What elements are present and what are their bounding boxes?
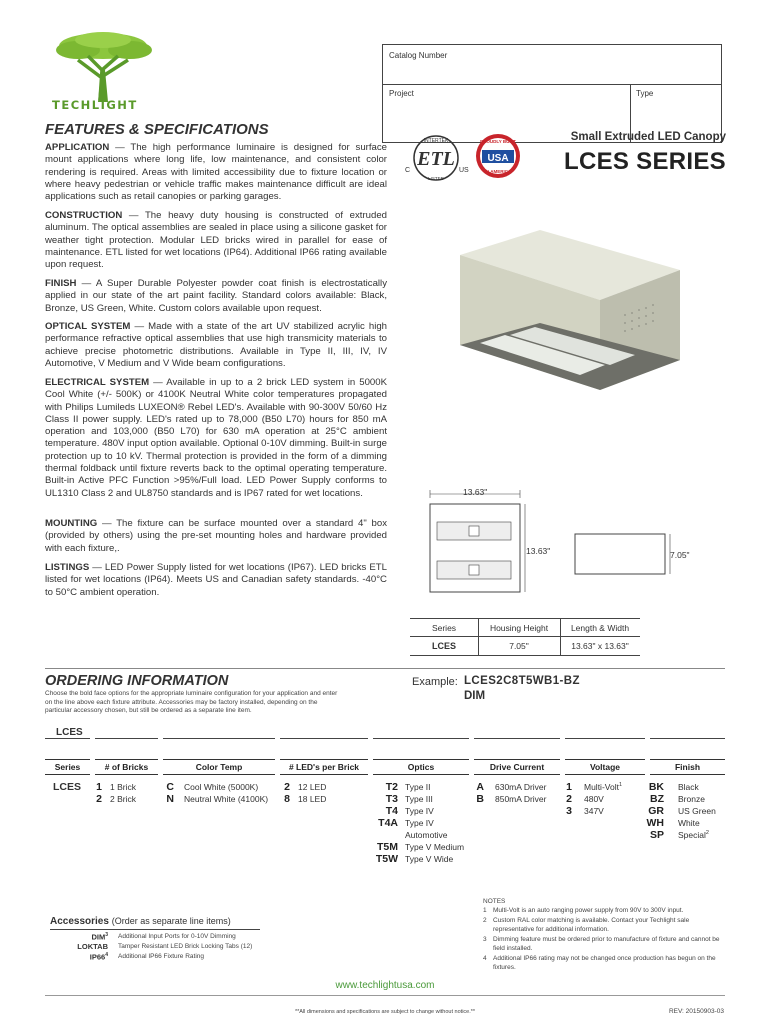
option-desc: White (678, 818, 700, 828)
option-desc: US Green (678, 806, 716, 816)
option-desc: Type IV (405, 806, 434, 816)
made-in-usa-icon (474, 130, 522, 182)
length-dimension: 13.63" (526, 546, 551, 556)
order-prefix: LCES (56, 727, 83, 738)
order-line (45, 738, 725, 746)
example-code: LCES2C8T5WB1-BZ (464, 675, 580, 687)
column-header-finish: Finish (650, 759, 725, 775)
option-desc: Type V Wide (405, 854, 454, 864)
section-divider (45, 668, 725, 669)
option-code: BZ (650, 793, 664, 805)
etl-listed-text: LISTED (428, 176, 444, 181)
bricks-blank[interactable] (95, 738, 158, 739)
paragraph-body: — A Super Durable Polyester powder coat finish is electrostatically applied in our state of the art paint facility. Standard colors available: Black, Bronze, US Green, White. Custom colors available upon request. (45, 278, 387, 314)
paragraph-heading: LISTINGS (45, 562, 90, 573)
catalog-number-label: Catalog Number (389, 51, 448, 60)
column-header-color: Color Temp (163, 759, 275, 775)
paragraph-body: — The heavy duty housing is constructed of extruded aluminum. The optical assemblies are sealed in place using a silicone gasket for weather tight protection. Modular LED bricks wired in parallel for ease of maintenance. ETL listed for wet locations (IP64). Additional IP66 rating available upon request. (45, 210, 387, 271)
project-label: Project (389, 89, 414, 98)
brand-logo (48, 30, 158, 105)
option-code: N (166, 793, 174, 805)
voltage-blank[interactable] (565, 738, 645, 739)
option-code: T5W (375, 853, 398, 865)
note-number: 4 (483, 955, 487, 962)
usa-bottom-text: IN AMERICA (484, 169, 512, 174)
etl-listed-icon (400, 132, 472, 184)
column-header-drive: Drive Current (474, 759, 560, 775)
revision: REV: 20150903-03 (668, 1008, 724, 1015)
option-desc (584, 782, 622, 792)
paragraph-body: — The fixture can be surface mounted over a standard 4" box (provided by others) using the pre-set mounting holes and hardware provided with each fixture,. (45, 518, 387, 554)
table-cell: 13.63" x 13.63" (571, 641, 629, 651)
etl-c-text: C (405, 167, 411, 174)
note-text: Custom RAL color matching is available. Contact your Techlight sale representative for additional information. (493, 917, 690, 933)
paragraph-body: — LED Power Supply listed for wet locations (IP67). LED bricks ETL listed for wet locations (IP64). Meets US and Canadian safety standards. -40°C to 50°C ambient operation. (45, 562, 387, 598)
table-header: Housing Height (489, 623, 549, 633)
option-desc (678, 830, 709, 840)
features-title: FEATURES & SPECIFICATIONS (45, 121, 269, 138)
option-code: C (166, 781, 174, 793)
mounting-paragraph (45, 518, 387, 555)
table-cell: LCES (431, 641, 456, 651)
option-code: GR (648, 805, 664, 817)
option-code: T2 (385, 781, 398, 793)
paragraph-body: — Made with a state of the art UV stabilized acrylic high performance refractive optical assemblies that use high transmicity materials to achieve precise photometric distributions. Available in Type II, III, IV, IV Automotive, V Medium and V Wide beam configurations. (45, 321, 388, 369)
notes-title: NOTES (483, 898, 506, 905)
example-label: Example: (412, 676, 458, 688)
option-desc: 480V (584, 794, 604, 804)
dimension-drawing (425, 486, 675, 601)
accessory-desc: Additional IP66 Fixture Rating (118, 953, 204, 960)
option-desc: 630mA Driver (495, 782, 547, 792)
paragraph-body: — The high performance luminaire is designed for surface mount applications where long life, low maintenance, and consistent color rendering is required. Areas with limited accessibility due to fixture location or where heavy pedestrian or vehicle traffic makes maintenance difficult are ideal applications such as retail canopies or parking garages. (45, 142, 387, 203)
column-header-optics: Optics (373, 759, 469, 775)
accessory-code: LOKTAB (77, 942, 108, 951)
product-title: LCES SERIES (563, 148, 726, 175)
note-text: Additional IP66 rating may not be changed once production has begun on the fixtures. (493, 955, 716, 971)
color-blank[interactable] (163, 738, 275, 739)
website-link[interactable]: www.techlightusa.com (335, 980, 435, 991)
option-desc-text: Special (678, 830, 706, 840)
option-code: 8 (284, 793, 290, 805)
option-desc: 850mA Driver (495, 794, 547, 804)
option-desc-text: Multi-Volt (584, 782, 619, 792)
listings-paragraph (45, 562, 387, 599)
height-dimension: 7.05" (670, 550, 690, 560)
option-code: 3 (566, 805, 572, 817)
accessories-title: Accessories (50, 916, 109, 927)
option-code: 1 (566, 781, 572, 793)
accessory-desc: Additional Input Ports for 0-10V Dimming (118, 933, 236, 940)
option-desc: 347V (584, 806, 604, 816)
etl-us-text: US (459, 167, 469, 174)
table-header: Length & Width (570, 623, 630, 633)
column-header-bricks: # of Bricks (95, 759, 158, 775)
paragraph-heading: OPTICAL SYSTEM (45, 321, 131, 332)
option-desc: 12 LED (298, 782, 327, 792)
table-header: Series (431, 623, 457, 633)
column-header-voltage: Voltage (565, 759, 645, 775)
option-code: T5M (377, 841, 398, 853)
accessories-subtitle: (Order as separate line items) (111, 916, 231, 926)
option-code: T4A (378, 817, 398, 829)
option-desc: 18 LED (298, 794, 327, 804)
application-paragraph (45, 142, 387, 203)
option-desc: Type V Medium (405, 842, 465, 852)
note-text: Dimming feature must be ordered prior to manufacture of fixture and cannot be field installed. (493, 936, 720, 952)
footnote-ref: 1 (618, 782, 623, 789)
brand-name: TECHLIGHT (52, 98, 138, 112)
option-code: T3 (385, 793, 398, 805)
accessory-code: $IP66^4$ (89, 952, 108, 962)
option-code: 1 (96, 781, 102, 793)
paragraph-heading: APPLICATION (45, 142, 110, 153)
series-code: LCES (53, 781, 82, 793)
construction-paragraph (45, 210, 387, 271)
footer-divider (45, 995, 725, 996)
leds-blank[interactable] (280, 738, 368, 739)
optics-blank[interactable] (373, 738, 469, 739)
note-text: Multi-Volt is an auto ranging power supply from 90V to 300V input. (493, 907, 684, 914)
accessory-desc: Tamper Resistant LED Brick Locking Tabs (12) (118, 943, 253, 950)
option-code: A (476, 781, 484, 793)
usa-top-text: PROUDLY BUILT (480, 139, 516, 144)
optical-paragraph (45, 321, 387, 370)
accessories-heading (50, 916, 231, 927)
option-desc: Black (678, 782, 699, 792)
note-number: 1 (483, 907, 487, 914)
option-code: SP (649, 829, 664, 841)
table-cell: 7.05" (509, 641, 529, 651)
type-label: Type (636, 89, 654, 98)
catalog-number-field[interactable] (383, 45, 721, 85)
option-desc: Neutral White (4100K) (184, 794, 269, 804)
width-dimension: 13.63" (463, 487, 488, 497)
paragraph-heading: FINISH (45, 278, 77, 289)
finish-paragraph (45, 278, 387, 315)
product-subtitle: Small Extruded LED Canopy (570, 131, 726, 143)
note-number: 3 (483, 936, 487, 943)
accessories-divider (50, 929, 260, 930)
column-header-leds: # LED's per Brick (280, 759, 368, 775)
ordering-title: ORDERING INFORMATION (45, 673, 229, 689)
option-desc: Type IV (405, 818, 434, 828)
paragraph-body: — Available in up to a 2 brick LED system in 5000K Cool White (+/- 500K) or 4100K Neutral White color temperatures propagated with Philips Lumileds LUXEON® Rebel LED's. Available with 90-300V 50/60 Hz Class II power supply. LED's rated up to 78,000 (B50 L70) hours for 850 mA operation and 103,000 (B50 L70) for 630 mA operation at 25°C ambient temperature. 480V input option available. Optional 0-10V dimming. Built-in surge protection up to 10 kV. Thermal protection is provided in the form of a dimming thermal foldback until fixture reverts back to the optimal operating temperature. Built-in Active PFC Function >95%/Full load. LED Power Supply conforms to UL1310 Class 2 and UL8750 standards and is IP67 rated for wet locations. (45, 377, 387, 499)
option-desc: Type II (405, 782, 431, 792)
paragraph-heading: CONSTRUCTION (45, 210, 123, 221)
option-desc: 2 Brick (110, 794, 136, 804)
option-code: WH (646, 817, 664, 829)
ordering-intro: Choose the bold face options for the appropriate luminaire configuration for your application and enter on the line above each fixture attribute. Accessories may be factory installed, depending on the particular accessory chosen, but still be ordered as a separate line item. (45, 690, 338, 714)
option-code: 2 (284, 781, 290, 793)
paragraph-heading: MOUNTING (45, 518, 98, 529)
option-code: B (476, 793, 484, 805)
electrical-paragraph (45, 377, 387, 500)
svg-text:ETL: ETL (417, 148, 455, 170)
etl-intertek-text: INTERTEK (423, 138, 449, 144)
footnote-ref: 2 (705, 830, 709, 837)
dimension-table (410, 618, 640, 656)
finish-blank[interactable] (650, 738, 725, 739)
column-header-series: Series (45, 759, 90, 775)
option-desc: Bronze (678, 794, 705, 804)
tree-icon (48, 30, 158, 105)
product-image (440, 215, 690, 395)
option-desc: Type III (405, 794, 433, 804)
note-number: 2 (483, 917, 487, 924)
drive-blank[interactable] (474, 738, 560, 739)
option-code: 2 (566, 793, 572, 805)
option-code: T4 (385, 805, 398, 817)
accessory-code: DIM$^3$ (91, 932, 108, 942)
option-desc: 1 Brick (110, 782, 136, 792)
option-code: BK (648, 781, 664, 793)
paragraph-heading: ELECTRICAL SYSTEM (45, 377, 150, 388)
option-desc: Cool White (5000K) (184, 782, 259, 792)
option-desc: Automotive (405, 830, 448, 840)
catalog-box (382, 44, 722, 143)
disclaimer: **All dimensions and specifications are subject to change without notice.** (294, 1009, 476, 1015)
option-code: 2 (96, 793, 102, 805)
usa-text: USA (487, 153, 509, 164)
example-code-dim: DIM (464, 690, 486, 702)
